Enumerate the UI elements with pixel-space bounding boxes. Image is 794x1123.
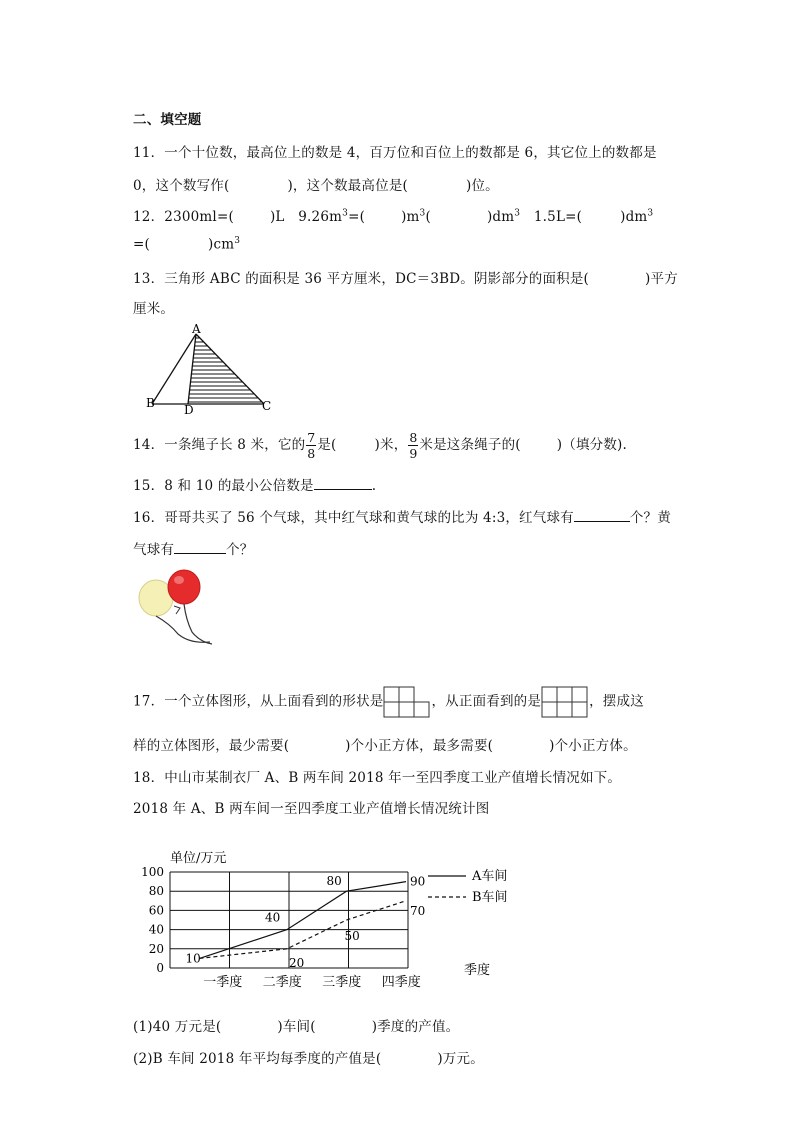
x-tick-label: 二季度: [262, 975, 302, 990]
section-title: 二、填空题: [133, 112, 202, 128]
fraction-8-9: $\frac{8}{9}$: [409, 430, 418, 461]
x-tick-label: 一季度: [203, 975, 243, 990]
x-tick-label: 四季度: [381, 975, 421, 990]
y-tick-label: 40: [148, 922, 164, 937]
label-d: D: [184, 403, 194, 415]
y-tick-label: 0: [156, 961, 164, 975]
y-tick-label: 100: [141, 865, 164, 879]
data-label: 40: [265, 910, 281, 925]
q14-line: 14．一条绳子长 8 米，它的 $\frac{7}{8}$ 是( )米， $\frac{8}{9}$ 米是这条绳子的( )（填分数).: [133, 430, 628, 461]
q11-line1: 11．一个十位数，最高位上的数是 4，百万位和百位上的数都是 6，其它位上的数都是: [133, 145, 657, 161]
x-tick-label: 三季度: [322, 975, 362, 990]
q18-sub2: (2)B 车间 2018 年平均每季度的产值是( )万元。: [133, 1051, 484, 1067]
q12-line1: 12．2300ml=( )L $9.26m^3=$( )$m^3$( )$dm^3$ 1.5L=( )$dm^3$: [133, 208, 654, 225]
data-label: 10: [185, 951, 201, 966]
q17-line1: 17．一个立体图形，从上面看到的形状是 ，从正面看到的是 ，摆成这: [133, 686, 644, 718]
q15-line: 15．8 和 10 的最小公倍数是 .: [133, 478, 377, 494]
shaded-region: [188, 334, 264, 404]
data-label: 20: [289, 955, 305, 970]
label-b: B: [146, 396, 155, 410]
top-view-shape: [383, 686, 431, 718]
q18-line1: 18．中山市某制衣厂 A、B 两车间 2018 年一至四季度工业产值增长情况如下。: [133, 770, 622, 786]
balloons-image: [134, 566, 224, 648]
data-label: 80: [326, 874, 342, 889]
q16-line2: 气球有 个？: [133, 542, 254, 558]
data-label: 50: [344, 929, 360, 943]
y-tick-label: 20: [148, 941, 164, 956]
q12-line2: =( )$cm^3$: [133, 236, 241, 253]
fraction-7-8: $\frac{7}{8}$: [307, 430, 316, 461]
series-line-a: [200, 882, 407, 959]
legend-label-a: A车间: [472, 869, 508, 884]
y-tick-label: 60: [148, 903, 164, 918]
data-label: 70: [410, 903, 426, 918]
chart-title: 2018 年 A、B 两车间一至四季度工业产值增长情况统计图: [133, 801, 490, 817]
label-a: A: [192, 322, 201, 336]
x-axis-label: 季度: [464, 963, 491, 978]
front-view-shape: [541, 686, 589, 718]
legend-label-b: B车间: [472, 890, 508, 905]
triangle-figure: [140, 320, 280, 415]
q11-line2: 0，这个数写作( )，这个数最高位是( )位。: [133, 178, 499, 194]
q13-line1: 13．三角形 ABC 的面积是 36 平方厘米，DC＝3BD。阴影部分的面积是( )平方: [133, 271, 678, 287]
q13-line2: 厘米。: [133, 301, 175, 317]
q16-line1: 16．哥哥共买了 56 个气球，其中红气球和黄气球的比为 4:3，红气球有 个？黄: [133, 510, 671, 526]
y-axis-label: 单位/万元: [170, 851, 227, 866]
y-tick-label: 80: [148, 884, 164, 899]
label-c: C: [262, 399, 272, 413]
q18-sub1: (1)40 万元是( )车间( )季度的产值。: [133, 1019, 460, 1035]
data-label: 90: [410, 874, 426, 889]
line-chart: [130, 840, 530, 1000]
q17-line2: 样的立体图形，最少需要( )个小正方体，最多需要( )个小正方体。: [133, 738, 637, 754]
